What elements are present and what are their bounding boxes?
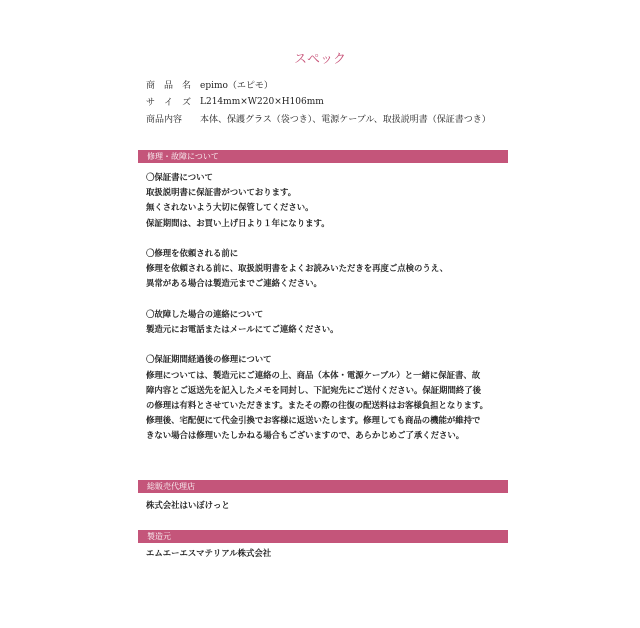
- page-title: スペック: [293, 52, 346, 67]
- text-line: 保証期間は、お買い上げ日より１年になります。: [146, 217, 330, 228]
- distributor-section-header: 総販売代理店: [138, 480, 508, 493]
- spec-row: [146, 93, 491, 110]
- text-line: 修理を依頼される前に、取扱説明書をよくお読みいただきを再度ご点検のうえ、: [146, 263, 449, 274]
- text-line: 障内容とご返送先を記入したメモを同封し、下記宛先にご送付ください。保証期間終了後: [146, 384, 481, 395]
- spec-value: epimo（エピモ）: [200, 81, 273, 91]
- distributor-section-body: [146, 498, 516, 513]
- manufacturer-name: エムエーエスマテリアル株式会社: [146, 548, 272, 558]
- text-line: 取扱説明書に保証書がついております。: [146, 187, 297, 198]
- spec-row: [146, 110, 491, 127]
- spec-key: サ イ ズ: [146, 98, 192, 108]
- spec-table: [146, 76, 491, 127]
- text-line: 〇保証書について: [146, 172, 213, 182]
- spec-value: 本体、保護グラス（袋つき）、電源ケーブル、取扱説明書（保証書つき）: [200, 115, 491, 125]
- spec-value: L214mm×W220×H106mm: [200, 96, 324, 107]
- text-line: きない場合は修理いたしかねる場合もございますので、あらかじめご了承ください。: [146, 430, 465, 441]
- manufacturer-section-header: 製造元: [138, 530, 508, 543]
- spec-key: 商 品 名: [146, 81, 192, 91]
- text-line: 異常がある場合は製造元までご連絡ください。: [146, 278, 322, 289]
- repair-section-body: [146, 170, 516, 444]
- repair-section-header: 修理・故障について: [138, 150, 508, 163]
- text-line: 無くされないよう大切に保管してください。: [146, 202, 314, 213]
- text-line: 修理については、製造元にご連絡の上、商品（本体・電源ケーブル）と一緒に保証書、故: [146, 369, 481, 380]
- text-line: 〇修理を依頼される前に: [146, 248, 239, 258]
- spec-row: [146, 76, 491, 93]
- spec-key: 商品内容: [146, 115, 183, 125]
- text-line: の修理は有料とさせていただきます。またその際の往復の配送料はお客様負担となります。: [146, 400, 489, 410]
- text-line: 〇保証期間経過後の修理について: [146, 354, 272, 365]
- text-line: 修理後、宅配便にて代金引換でお客様に返送いたします。修理しても商品の機能が維持で: [146, 415, 481, 426]
- text-line: 製造元にお電話またはメールにてご連絡ください。: [146, 324, 339, 334]
- manufacturer-section-body: [146, 546, 516, 561]
- text-line: 〇故障した場合の連絡について: [146, 308, 264, 319]
- distributor-name: 株式会社はいぼけっと: [146, 500, 230, 510]
